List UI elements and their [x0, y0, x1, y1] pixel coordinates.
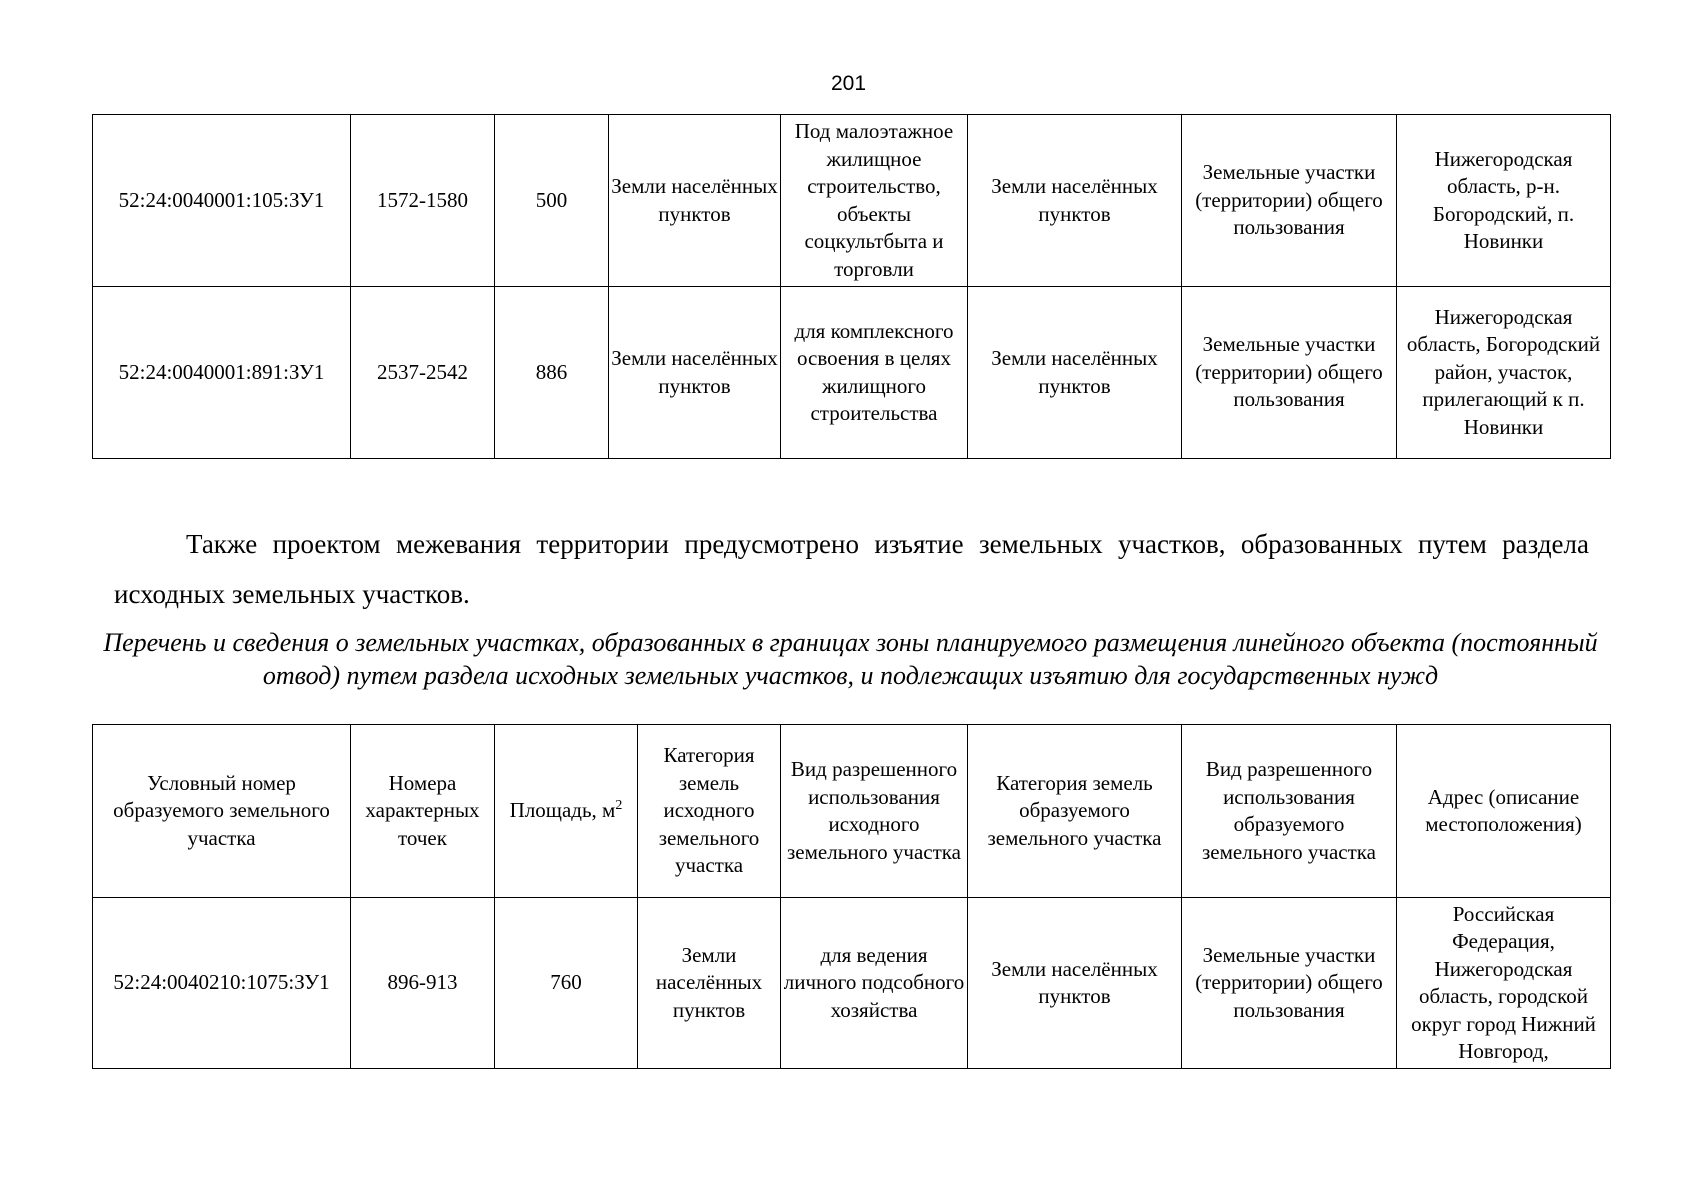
header-new-category: Категория земель образуемого земельного участка [968, 725, 1182, 898]
cell-area: 886 [495, 287, 609, 459]
cell-new-use: Земельные участки (территории) общего пользования [1182, 898, 1397, 1069]
table-row [93, 115, 1611, 287]
land-plots-table-continued [92, 114, 1611, 459]
header-new-use: Вид разрешенного использования образуемого земельного участка [1182, 725, 1397, 898]
header-points: Номера характерных точек [351, 725, 495, 898]
header-area-label: Площадь, м [509, 798, 616, 823]
cell-points: 896-913 [351, 898, 495, 1069]
header-source-category: Категория земель исходного земельного участка [638, 725, 781, 898]
header-area [495, 725, 638, 898]
cell-points: 2537-2542 [351, 287, 495, 459]
cell-source-category: Земли населённых пунктов [609, 115, 781, 287]
cell-number: 52:24:0040210:1075:ЗУ1 [93, 898, 351, 1069]
table-caption: Перечень и сведения о земельных участках, образованных в границах зоны планируемого размещения линейного объекта (постоянный отвод) путем раздела исходных земельных участков, и подлежащих изъятию для государственных нужд [103, 628, 1598, 690]
land-plots-table [92, 724, 1611, 1069]
cell-number: 52:24:0040001:105:ЗУ1 [93, 115, 351, 287]
cell-source-use: для комплексного освоения в целях жилищного строительства [781, 287, 968, 459]
cell-area: 760 [495, 898, 638, 1069]
page-number: 201 [830, 72, 867, 95]
cell-new-category: Земли населённых пунктов [968, 287, 1182, 459]
cell-source-use: Под малоэтажное жилищное строительство, объекты соцкультбыта и торговли [781, 115, 968, 287]
table-header-row [93, 725, 1611, 898]
cell-points: 1572-1580 [351, 115, 495, 287]
body-paragraph: Также проектом межевания территории предусмотрено изъятие земельных участков, образованных путем раздела исходных земельных участков. [114, 529, 1589, 609]
cell-area: 500 [495, 115, 609, 287]
cell-new-use: Земельные участки (территории) общего пользования [1182, 115, 1397, 287]
header-address: Адрес (описание местоположения) [1397, 725, 1611, 898]
header-area-unit-exponent: 2 [615, 798, 623, 814]
header-number: Условный номер образуемого земельного участка [93, 725, 351, 898]
header-source-use: Вид разрешенного использования исходного земельного участка [781, 725, 968, 898]
cell-address: Нижегородская область, Богородский район, участок, прилегающий к п. Новинки [1397, 287, 1611, 459]
cell-new-category: Земли населённых пунктов [968, 898, 1182, 1069]
cell-address: Нижегородская область, р-н. Богородский, п. Новинки [1397, 115, 1611, 287]
cell-new-use: Земельные участки (территории) общего пользования [1182, 287, 1397, 459]
table-row [93, 287, 1611, 459]
cell-address: Российская Федерация, Нижегородская область, городской округ город Нижний Новгород, [1397, 898, 1611, 1069]
cell-source-use: для ведения личного подсобного хозяйства [781, 898, 968, 1069]
cell-source-category: Земли населённых пунктов [638, 898, 781, 1069]
table-row [93, 898, 1611, 1069]
cell-number: 52:24:0040001:891:ЗУ1 [93, 287, 351, 459]
cell-source-category: Земли населённых пунктов [609, 287, 781, 459]
cell-new-category: Земли населённых пунктов [968, 115, 1182, 287]
